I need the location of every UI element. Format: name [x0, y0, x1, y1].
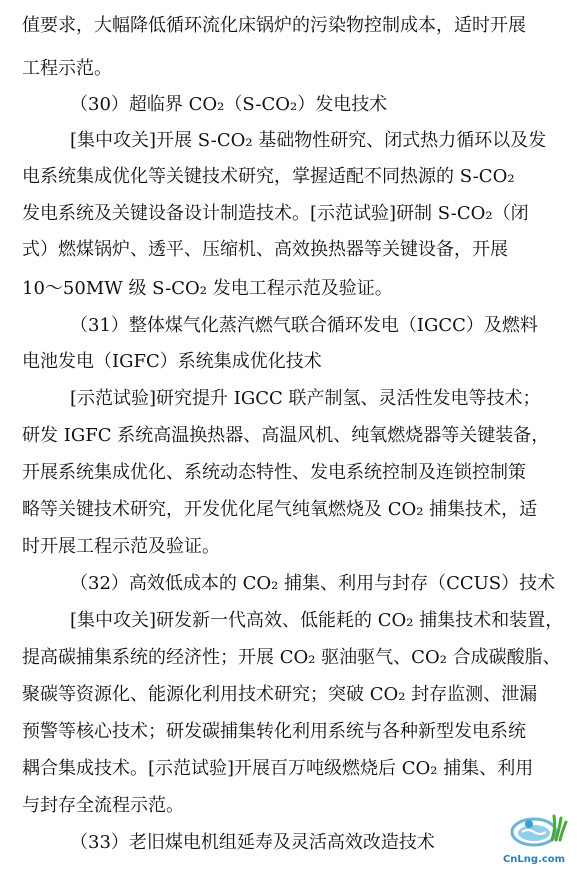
text-line: 时开展工程示范及验证。 — [22, 536, 220, 557]
text-line: 开展系统集成优化、系统动态特性、发电系统控制及连锁控制策 — [22, 462, 526, 483]
logo-icon — [498, 812, 570, 866]
text-line: [集中攻关]开展 S-CO₂ 基础物性研究、闭式热力循环以及发 — [70, 130, 547, 151]
text-line: 预警等核心技术；研发碳捕集转化利用系统与各种新型发电系统 — [22, 721, 526, 742]
text-line: 提高碳捕集系统的经济性；开展 CO₂ 驱油驱气、CO₂ 合成碳酸脂、 — [22, 647, 561, 668]
text-line: 耦合集成技术。[示范试验]开展百万吨级燃烧后 CO₂ 捕集、利用 — [22, 758, 534, 779]
svg-text:CnLng.com: CnLng.com — [502, 854, 566, 865]
text-line: 研发 IGFC 系统高温换热器、高温风机、纯氧燃烧器等关键装备， — [22, 425, 550, 446]
text-line: 值要求，大幅降低循环流化床锅炉的污染物控制成本，适时开展 — [22, 15, 526, 36]
text-line: 略等关键技术研究，开发优化尾气纯氧燃烧及 CO₂ 捕集技术，适 — [22, 499, 538, 520]
text-line: [示范试验]研究提升 IGCC 联产制氢、灵活性发电等技术； — [70, 388, 541, 409]
text-line: [集中攻关]研发新一代高效、低能耗的 CO₂ 捕集技术和装置， — [70, 610, 564, 631]
text-line: 10～50MW 级 S-CO₂ 发电工程示范及验证。 — [22, 278, 393, 299]
text-line: 电系统集成优化等关键技术研究，掌握适配不同热源的 S-CO₂ — [22, 166, 515, 187]
section-heading-33: （33）老旧煤电机组延寿及灵活高效改造技术 — [70, 832, 435, 853]
text-line: 工程示范。 — [22, 58, 112, 79]
section-heading-30: （30）超临界 CO₂（S-CO₂）发电技术 — [70, 94, 388, 115]
section-heading-31: （31）整体煤气化蒸汽燃气联合循环发电（IGCC）及燃料 — [70, 315, 538, 336]
section-heading-31-cont: 电池发电（IGFC）系统集成优化技术 — [22, 351, 322, 372]
text-line: 发电系统及关键设备设计制造技术。[示范试验]研制 S-CO₂（闭 — [22, 203, 529, 224]
watermark-logo — [498, 812, 570, 866]
text-line: 与封存全流程示范。 — [22, 795, 184, 816]
section-heading-32: （32）高效低成本的 CO₂ 捕集、利用与封存（CCUS）技术 — [70, 573, 556, 594]
text-line: 聚碳等资源化、能源化利用技术研究；突破 CO₂ 封存监测、泄漏 — [22, 684, 538, 705]
text-line: 式）燃煤锅炉、透平、压缩机、高效换热器等关键设备，开展 — [22, 239, 508, 260]
